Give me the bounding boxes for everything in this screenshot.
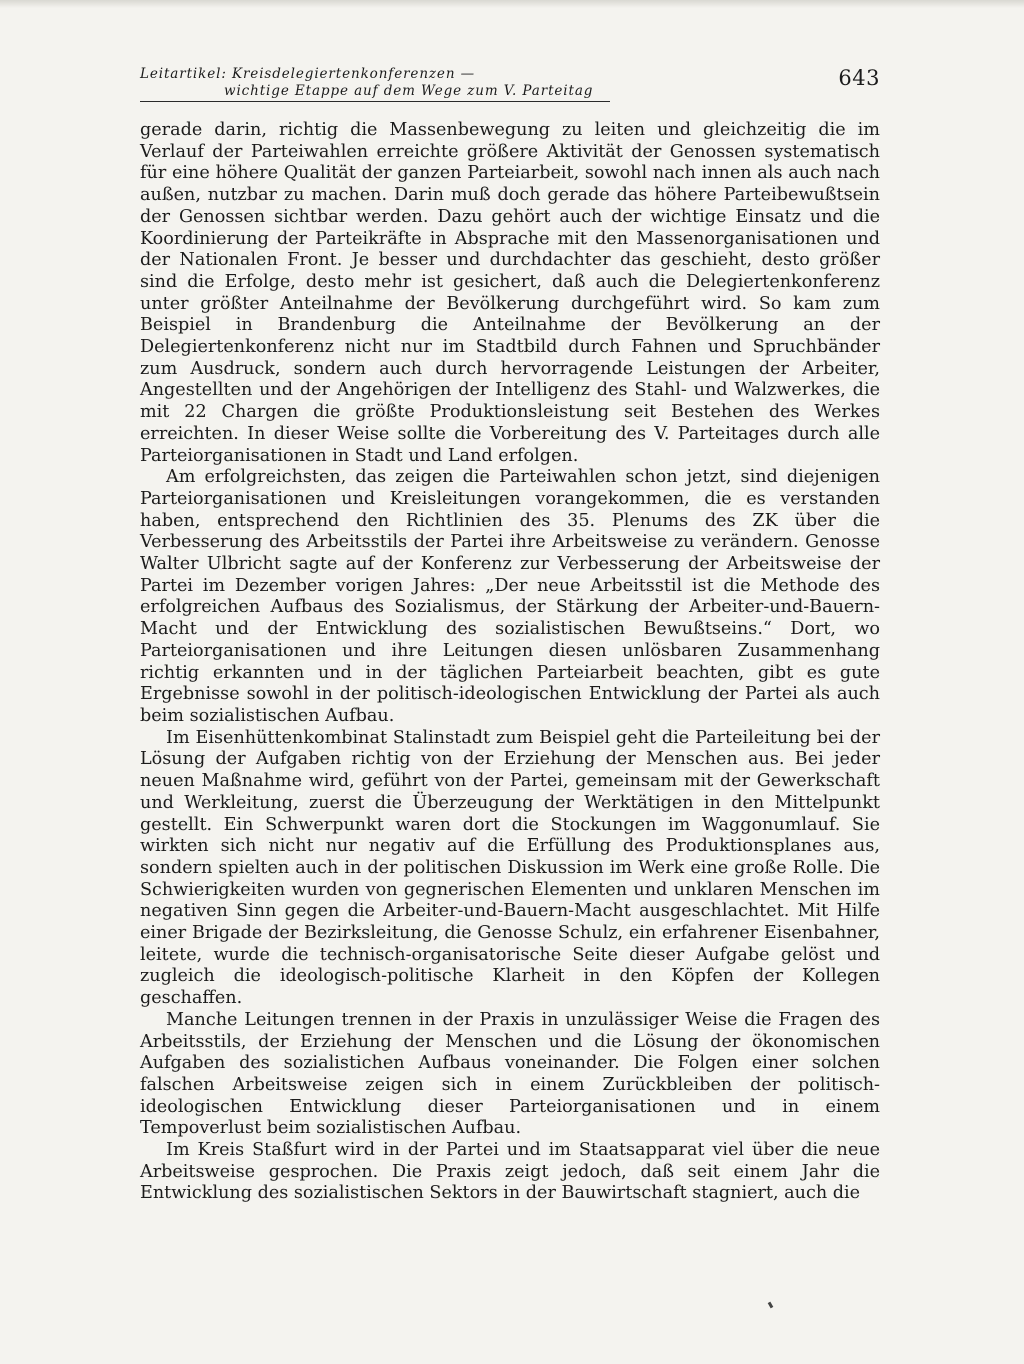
article-title-line-1: Leitartikel: Kreisdelegiertenkonferenzen —: [140, 66, 476, 82]
article-title: [140, 66, 593, 100]
paragraph-1: gerade darin, richtig die Massenbewegung zu leiten und gleichzeitig die im Verlauf der Parteiwahlen erreichte größere Aktivität der Genossen systematisch für eine höhere Qualität der ganzen Parteiarbeit, sowohl nach innen als auch nach außen, nutzbar zu machen. Darin muß doch gerade das höhere Parteibewußtsein der Genossen sichtbar werden. Dazu gehört auch der wichtige Einsatz und die Koordinierung der Parteikräfte in Absprache mit den Massenorganisationen und der Nationalen Front. Je besser und durchdachter das geschieht, desto größer sind die Erfolge, desto mehr ist gesichert, daß auch die Delegiertenkonferenz unter größter Anteilnahme der Bevölkerung durchgeführt wird. So kam zum Beispiel in Brandenburg die Anteilnahme der Bevölkerung an der Delegiertenkonferenz nicht nur im Stadtbild durch Fahnen und Spruchbänder zum Ausdruck, sondern auch durch hervorragende Leistungen der Arbeiter, Angestellten und der Angehörigen der Intelligenz des Stahl- und Walzwerkes, die mit 22 Chargen die größte Produktionsleistung seit Bestehen des Werkes erreichten. In dieser Weise sollte die Vorbereitung des V. Parteitages durch alle Parteiorganisationen in Stadt und Land erfolgen.: [140, 120, 880, 466]
article-body: [140, 120, 880, 1205]
header-rule: [140, 101, 610, 102]
article-title-line-2: wichtige Etappe auf dem Wege zum V. Parteitag: [224, 83, 594, 99]
paragraph-4: Manche Leitungen trennen in der Praxis in unzulässiger Weise die Fragen des Arbeitsstils, der Erziehung der Menschen und die Lösung der ökonomischen Aufgaben des sozialistichen Aufbaus voneinander. Die Folgen einer solchen falschen Arbeitsweise zeigen sich in einem Zurückbleiben der politisch-ideologischen Entwicklung dieser Parteiorganisationen und in einem Tempoverlust beim sozialistischen Aufbau.: [140, 1009, 880, 1139]
paragraph-2: Am erfolgreichsten, das zeigen die Parteiwahlen schon jetzt, sind diejenigen Parteiorganisationen und Kreisleitungen vorangekommen, die es verstanden haben, entsprechend den Richtlinien des 35. Plenums des ZK über die Verbesserung des Arbeitsstils der Partei ihre Arbeitsweise zu verändern. Genosse Walter Ulbricht sagte auf der Konferenz zur Verbesserung der Arbeitsweise der Partei im Dezember vorigen Jahres: „Der neue Arbeitsstil ist die Methode des erfolgreichen Aufbaus des Sozialismus, der Stärkung der Arbeiter-und-Bauern-Macht und der Entwicklung des sozialistischen Bewußtseins.“ Dort, wo Parteiorganisationen und ihre Leitungen diesen unlösbaren Zusammenhang richtig erkannten und in der täglichen Parteiarbeit beachten, gibt es gute Ergebnisse sowohl in der politisch-ideologischen Entwicklung der Partei als auch beim sozialistischen Aufbau.: [140, 467, 880, 726]
page-number: 643: [838, 66, 880, 90]
paragraph-3: Im Eisenhüttenkombinat Stalinstadt zum Beispiel geht die Parteileitung bei der Lösung der Aufgaben richtig von der Erziehung der Menschen aus. Bei jeder neuen Maßnahme wird, geführt von der Partei, gemeinsam mit der Gewerkschaft und Werkleitung, zuerst die Überzeugung der Werktätigen in den Mittelpunkt gestellt. Ein Schwerpunkt waren dort die Stockungen im Waggonumlauf. Sie wirkten sich nicht nur negativ auf die Erfüllung des Produktionsplanes aus, sondern spielten auch in der politischen Diskussion im Werk eine große Rolle. Die Schwierigkeiten wurden von gegnerischen Elementen und unklaren Menschen im negativen Sinn gegen die Arbeiter-und-Bauern-Macht ausgeschlachtet. Mit Hilfe einer Brigade der Bezirksleitung, die Genosse Schulz, ein erfahrener Eisenbahner, leitete, wurde die technisch-organisatorische Seite dieser Aufgabe gelöst und zugleich die ideologisch-politische Klarheit in den Köpfen der Kollegen geschaffen.: [140, 727, 880, 1009]
scan-edge-shadow: [0, 0, 1024, 8]
scan-speck: [768, 1302, 774, 1309]
paragraph-5: Im Kreis Staßfurt wird in der Partei und im Staatsapparat viel über die neue Arbeitsweise gesprochen. Die Praxis zeigt jedoch, daß seit einem Jahr die Entwicklung des sozialistischen Sektors in der Bauwirtschaft stagniert, auch die: [140, 1140, 880, 1204]
running-head: [140, 66, 880, 106]
